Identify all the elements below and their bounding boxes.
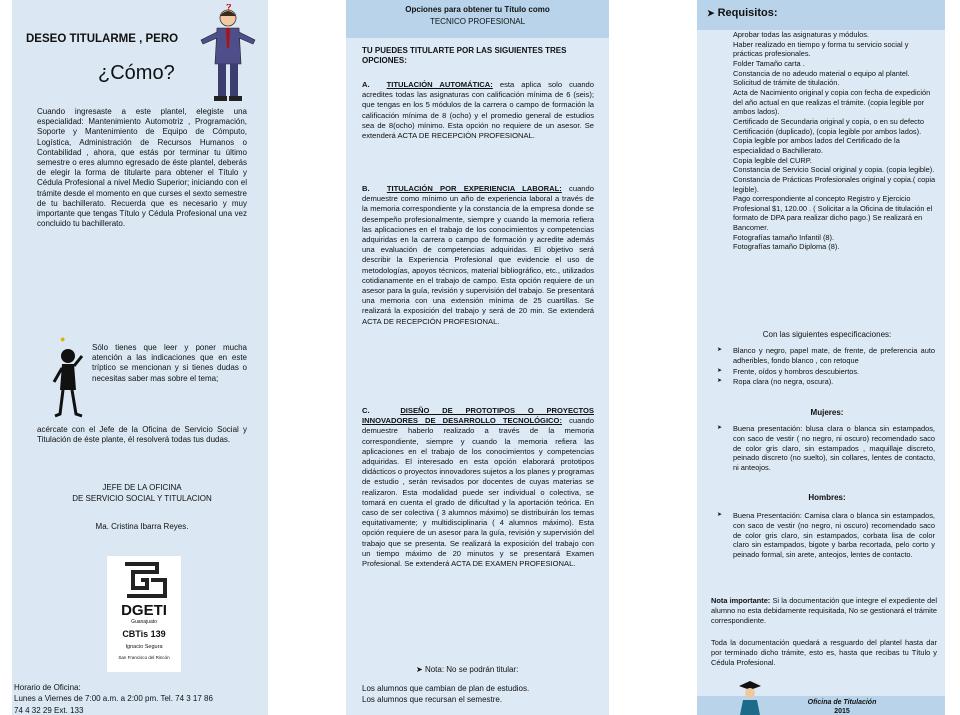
intro-paragraph: Cuando ingresaste a este plantel, elegiste una especialidad: Mantenimiento Automotriz , Programación, Soporte y Mantenimiento de Equipo de Cómputo, Logística, Administración de Recursos Humanos o Contabilidad , ahora, que estás por terminar tu último semestre o eres alumno egresado de éste plantel, deberás de elegir la forma de titularte para obtener el Título y Cédula Profesional a nivel Medio Superior; iniciando con el trámite desde el momento en que curses el sexto semestre de tu bachillerato. Recuerda que es necesario y muy importante que tengas Título y Cédula Profesional una vez concluido tu bachillerato. (37, 107, 247, 229)
logo-city: San Francisco del Rincón (118, 655, 170, 660)
options-title-line2: TECNICO PROFESIONAL (429, 17, 526, 26)
women-list (713, 424, 935, 474)
men-title: Hombres: (808, 493, 846, 502)
office-title-line1: JEFE DE LA OFICINA (102, 483, 182, 492)
requirement-item: Aprobar todas las asignaturas y módulos. (733, 30, 869, 39)
logo-named-after: Ignacio Segura (125, 644, 163, 650)
confused-man-illustration (195, 4, 261, 104)
hours-line2: 74 4 32 29 Ext. 133 (14, 706, 84, 715)
option-b (362, 184, 594, 327)
option-c (362, 406, 594, 569)
requirement-item: Copia legible del CURP. (733, 155, 812, 165)
logo-school: CBTis 139 (122, 629, 166, 639)
left-panel (12, 0, 268, 715)
closing-paragraph: Toda la documentación quedará a resguardo del plantel hasta dar por terminado dicho trámite, esto es, hasta que recibas tu Título y Cédula Profesional. (711, 638, 937, 667)
requirement-item: Solicitud de trámite de titulación. (733, 78, 840, 88)
footer-office-title: Oficina de Titulación (807, 699, 877, 706)
specs-title: Con las siguientes especificaciones: (762, 330, 892, 339)
requirement-item: Fotografías tamaño Diploma (8). (733, 242, 840, 252)
requirements-heading-text: Requisitos: (717, 7, 778, 19)
question-title: ¿Cómo? (98, 62, 175, 84)
footer-year: 2015 (834, 708, 850, 715)
note-title (416, 665, 596, 675)
option-c-body: cuando demuestre haberlo realizado a través de la memoria correspondiente, siempre y cuando la memoria refiera las aplicaciones en el trabajo de los conocimientos y competencias adquiridas. El interesado en esta opción elaborará prototipos didácticos o proyectos innovadores sujetos a los planes y programas de estudio , serán revisados por docentes de cuyas materias se realizaron. Esta modalidad puede ser individual o colectiva, se tomará en cuenta el grado de dificultad y la aportación teórica. En caso de ser colectiva ( 3 alumnos máximo) se distribuirán los temas equitativamente; y multidisciplinaria ( 4 alumnos máximo). Esta opción requiere de un asesor para la guía, revisión y supervisión del trabajo que se presenta. Se realizará la exposición del trabajo con un tiempo máximo de 20 minutos y se presentará Examen Profesional. Se extenderá ACTA DE EXAMEN PROFESIONAL. (362, 416, 594, 569)
arrow-bullet-icon: ➤ (416, 665, 423, 674)
note-title-text: Nota: No se podrán titular: (424, 665, 519, 674)
logo-state: Guanajuato (131, 619, 157, 625)
option-a-heading: TITULACIÓN AUTOMÁTICA: (386, 80, 493, 89)
important-text: Si la documentación que integre el expediente del alumno no esta debidamente requisitada, No se gestionará el trámite correspondiente. (711, 596, 937, 625)
option-b-body: cuando demuestre como mínimo un año de experiencia laboral a través de la memoria correspondiente y la constancia de la empresa donde se desempeño profesionalmente, siempre y cuando la memoria refiera las aplicaciones en el trabajo de los conocimientos y competencias adquiridas en la carrera o campo de formación y acredite además una evaluación de competencias adquiridas. El objetivo será describir la Experiencia Profesional que evidencie el uso de metodologías, apoyos técnicos, material bibliográfico, etc., utilizados cotidianamente en el trabajo de campo. Esta opción requiere de un asesor para la guía, revisión y supervisión del trabajo. Se presentará una memoria con una extensión mínima de 25 cuartillas. Se realizará la exposición del trabajo y será de 20 min. Se extenderá ACTA DE RECEPCIÓN PROFESIONAL. (362, 184, 594, 326)
option-a-letter: A. (362, 80, 370, 89)
requirement-item: Certificado de Secundaria original y copia, o en su defecto Certificación (duplicado), (copia legible por ambos lados). (733, 116, 925, 136)
important-note (711, 596, 937, 625)
panel1-heading: DESEO TITULARME , PERO (26, 33, 179, 45)
logo-acronym: DGETI (121, 602, 167, 619)
spec-item: ➤ Ropa clara (no negra, oscura). (713, 377, 935, 387)
women-title: Mujeres: (810, 408, 844, 417)
svg-text:?: ? (226, 4, 232, 12)
middle-panel (346, 0, 609, 715)
requirement-item: Constancia de Servicio Social original y copia. (copia legible). (733, 165, 935, 175)
dgeti-emblem-icon (107, 558, 181, 600)
option-a (362, 80, 594, 141)
office-title-line2: DE SERVICIO SOCIAL Y TITULACION (72, 494, 212, 503)
office-head-name: Ma. Cristina Ibarra Reyes. (95, 522, 189, 531)
note-item-2: Los alumnos que recursan el semestre. (362, 695, 503, 704)
women-item: ➤ Buena presentación: blusa clara o blanca sin estampados, con saco de vestir ( no negro, ni oscuro) recomendado saco de color gris claro, sin estampados , maquillaje discreto, peinado discreto (no suelto), sin collares, lentes de contacto, ni anteojos. (713, 424, 935, 473)
right-panel (697, 0, 945, 715)
graduate-illustration (735, 678, 765, 715)
dgeti-logo (107, 556, 181, 672)
men-item: ➤ Buena Presentación: Camisa clara o blanca sin estampados, con saco de vestir (no negro, ni oscuro) recomendado saco de color gris claro, sin estampados, corbata lisa de color claro sin estampados, bigote y barba recortada, pelo corto y peinado formal, sin arete, anteojos, lentes de contacto. (713, 511, 935, 560)
options-title-line1: Opciones para obtener tu Título como (405, 5, 550, 14)
requirement-item: Copia legible por ambos lados del Certificado de la especialidad o Bachillerato. (733, 136, 900, 155)
option-b-heading: TITULACIÓN POR EXPERIENCIA LABORAL: (386, 184, 562, 193)
requirement-item: Pago correspondiente al concepto Registro y Ejercicio Profesional $1, 120.00 . ( Solicitar a la Oficina de titulación el formato de DPA para realizar dicho pago.) Se realizará en Bancomer. (733, 194, 933, 233)
requirement-item: Folder Tamaño carta . (733, 58, 805, 68)
option-b-letter: B. (362, 184, 370, 193)
read-note-continued: acércate con el Jefe de la Oficina de Servicio Social y Titulación de éste plante, él resolverá todas tus dudas. (37, 425, 247, 445)
spec-item: ➤ Frente, oídos y hombros descubiertos. (713, 367, 935, 377)
hours-line: Lunes a Viernes de 7:00 a.m. a 2:00 pm. Tel. 74 3 17 86 (14, 694, 213, 703)
hours-title: Horario de Oficina: (14, 683, 81, 692)
note-item-1: Los alumnos que cambian de plan de estudios. (362, 684, 530, 693)
requirement-item: Constancia de Prácticas Profesionales original y copia.( copia legible). (733, 174, 936, 194)
requirement-item: Fotografías tamaño Infantil (8). (733, 232, 835, 242)
option-c-letter: C. (362, 406, 370, 415)
thinking-figure-illustration (52, 334, 86, 420)
option-a-body: esta aplica solo cuando acredites todas las asignaturas con calificación mínima de 6 (seis); que tengas en los 5 módulos de la carrera o campo de formación la calificación mínima de 8 (ocho) y el promedio general de estudios sea de 8(ocho) mínimo. Esta opción no requiere de un asesor. Se extenderá ACTA DE RECEPCIÓN PROFESIONAL. (362, 80, 594, 141)
specs-list (713, 346, 935, 388)
requirement-item: Constancia de no adeudo material o equipo al plantel. (733, 68, 910, 78)
spec-item: ➤ Blanco y negro, papel mate, de frente, de preferencia auto adheribles, fondo blanco , con retoque (713, 346, 935, 366)
requirement-item: Acta de Nacimiento original y copia con fecha de expedición del año actual en que realizas el trámite. (copia legible por ambos lados). (733, 87, 931, 117)
important-label: Nota importante: (711, 596, 771, 605)
option-c-heading: DISEÑO DE PROTOTIPOS O PROYECTOS INNOVADORES DE DESARROLLO TECNOLÓGICO: (362, 406, 594, 426)
requirement-item: Haber realizado en tiempo y forma tu servicio social y prácticas profesionales. (733, 39, 909, 59)
men-list (713, 511, 935, 561)
requirements-list (733, 30, 937, 252)
svg-text:●: ● (60, 334, 66, 344)
arrow-bullet-icon: ➤ (707, 8, 715, 18)
read-note: Sólo tienes que leer y poner mucha atención a las indicaciones que en este tríptico se mencionan y si tienes dudas o necesitas saber mas sobre el tema; (92, 343, 247, 383)
requirements-heading (707, 7, 778, 19)
options-subtitle: TU PUEDES TITULARTE POR LAS SIGUIENTES TRES OPCIONES: (362, 46, 567, 66)
